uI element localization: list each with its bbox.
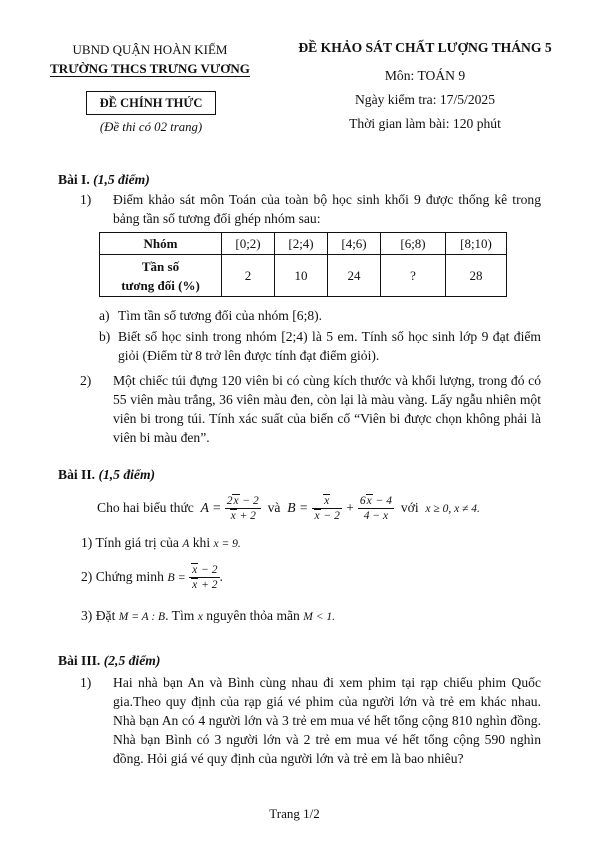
table-group-cell: [6;8) [381, 233, 446, 255]
expr-a-label: A = [200, 500, 222, 515]
exam-duration: Thời gian làm bài: 120 phút [349, 116, 501, 131]
exam-title: ĐỀ KHẢO SÁT CHẤT LƯỢNG THÁNG 5 [298, 40, 552, 55]
table-group-cell: [0;2) [222, 233, 275, 255]
table-group-cell: [2;4) [275, 233, 328, 255]
department-name: UBND QUẬN HOÀN KIẾM [72, 42, 228, 57]
section2-q2: 2) Chứng minh B = $\frac{x - 2}{x + 2}$ . [81, 564, 223, 592]
intro-text: Cho hai biểu thức [97, 500, 194, 515]
frequency-table [99, 232, 507, 297]
table-group-cell: [8;10) [446, 233, 507, 255]
subject-line: Môn: TOÁN 9 [384, 68, 466, 83]
section3-q1-text: Hai nhà bạn An và Bình cùng nhau đi xem phim tại rạp chiếu phim Quốc gia.Theo quy định của rạp giá vé phim của người lớn và trẻ em khác nhau. Nhà bạn An có 4 người lớn và 3 trẻ em mua vé hết tổng cộng 810 nghìn đồng. Nhà bạn Bình có 3 người lớn và 2 trẻ em mua vé hết tổng cộng 590 nghìn đồng. Hỏi giá vé quy định của người lớn và trẻ em là bao nhiêu? [113, 675, 541, 766]
table-value-cell: 28 [446, 255, 507, 297]
q2-number: 2) [80, 373, 92, 388]
q2-text: Một chiếc túi đựng 120 viên bi có cùng kích thước và khối lượng, trong đó có 55 viên màu trắng, 36 viên màu đen, còn lại là màu vàng. Lấy ngẫu nhiên một viên bi trong túi. Tính xác suất của biến cố “Viên bi được chọn không phải là viên bi màu đen”. [113, 373, 541, 445]
section3-q1-number: 1) [80, 675, 92, 690]
pages-note: (Đề thi có 02 trang) [99, 120, 203, 134]
section2-q3: 3) Đặt M = A : B. Tìm x nguyên thỏa mãn M < 1. [81, 608, 335, 623]
qa-text: Tìm tần số tương đối của nhóm [6;8). [118, 308, 323, 323]
condition-text: x ≥ 0, x ≠ 4. [425, 503, 480, 515]
with-text: với [400, 500, 419, 515]
table-header-group: Nhóm [100, 233, 222, 255]
expressions-line: Cho hai biểu thức A = $\frac{2x - 2}{x + 2}$ và B = $\frac{x}{x - 2}$ + $\frac{6x - 4}{4 - x}$ với x ≥ 0, x ≠ 4. [97, 495, 480, 523]
table-group-cell: [4;6) [328, 233, 381, 255]
expr-a-fraction: $\frac{2x - 2}{x + 2}$ [226, 495, 259, 523]
table-value-cell: 2 [222, 255, 275, 297]
section-2-heading: Bài II. (1,5 điểm) [58, 467, 156, 482]
table-value-cell: ? [381, 255, 446, 297]
exam-date: Ngày kiểm tra: 17/5/2025 [354, 92, 496, 107]
q1-number: 1) [80, 192, 92, 207]
section-3-heading: Bài III. (2,5 điểm) [58, 653, 161, 668]
and-text: và [267, 500, 281, 515]
expr-proof-fraction: $\frac{x - 2}{x + 2}$ [189, 563, 219, 592]
qb-number: b) [99, 329, 111, 344]
expr-b-label: B = [287, 500, 309, 515]
page-number: Trang 1/2 [269, 806, 320, 821]
section-1-heading: Bài I. (1,5 điểm) [58, 172, 150, 187]
qb-text: Biết số học sinh trong nhóm [2;4) là 5 em. Tính số học sinh lớp 9 đạt điểm giỏi (Điểm từ 8 trở lên được tính đạt điểm giỏi). [118, 329, 541, 363]
table-header-frequency: Tần số tương đối (%) [100, 255, 222, 297]
school-name: TRƯỜNG THCS TRƯNG VƯƠNG [50, 61, 250, 76]
qa-number: a) [99, 308, 110, 323]
expr-b-fraction-2: $\frac{6x - 4}{4 - x}$ [359, 495, 393, 523]
section2-q1: 1) Tính giá trị của A khi x = 9. [81, 535, 241, 550]
table-value-cell: 24 [328, 255, 381, 297]
expr-b-fraction-1: $\frac{x}{x - 2}$ [312, 494, 342, 523]
q1-text: Điểm khảo sát môn Toán của toàn bộ học sinh khối 9 được thống kê trong bảng tần số tương đối ghép nhóm sau: [113, 192, 541, 226]
table-value-cell: 10 [275, 255, 328, 297]
official-exam-box: ĐỀ CHÍNH THỨC [86, 91, 216, 115]
